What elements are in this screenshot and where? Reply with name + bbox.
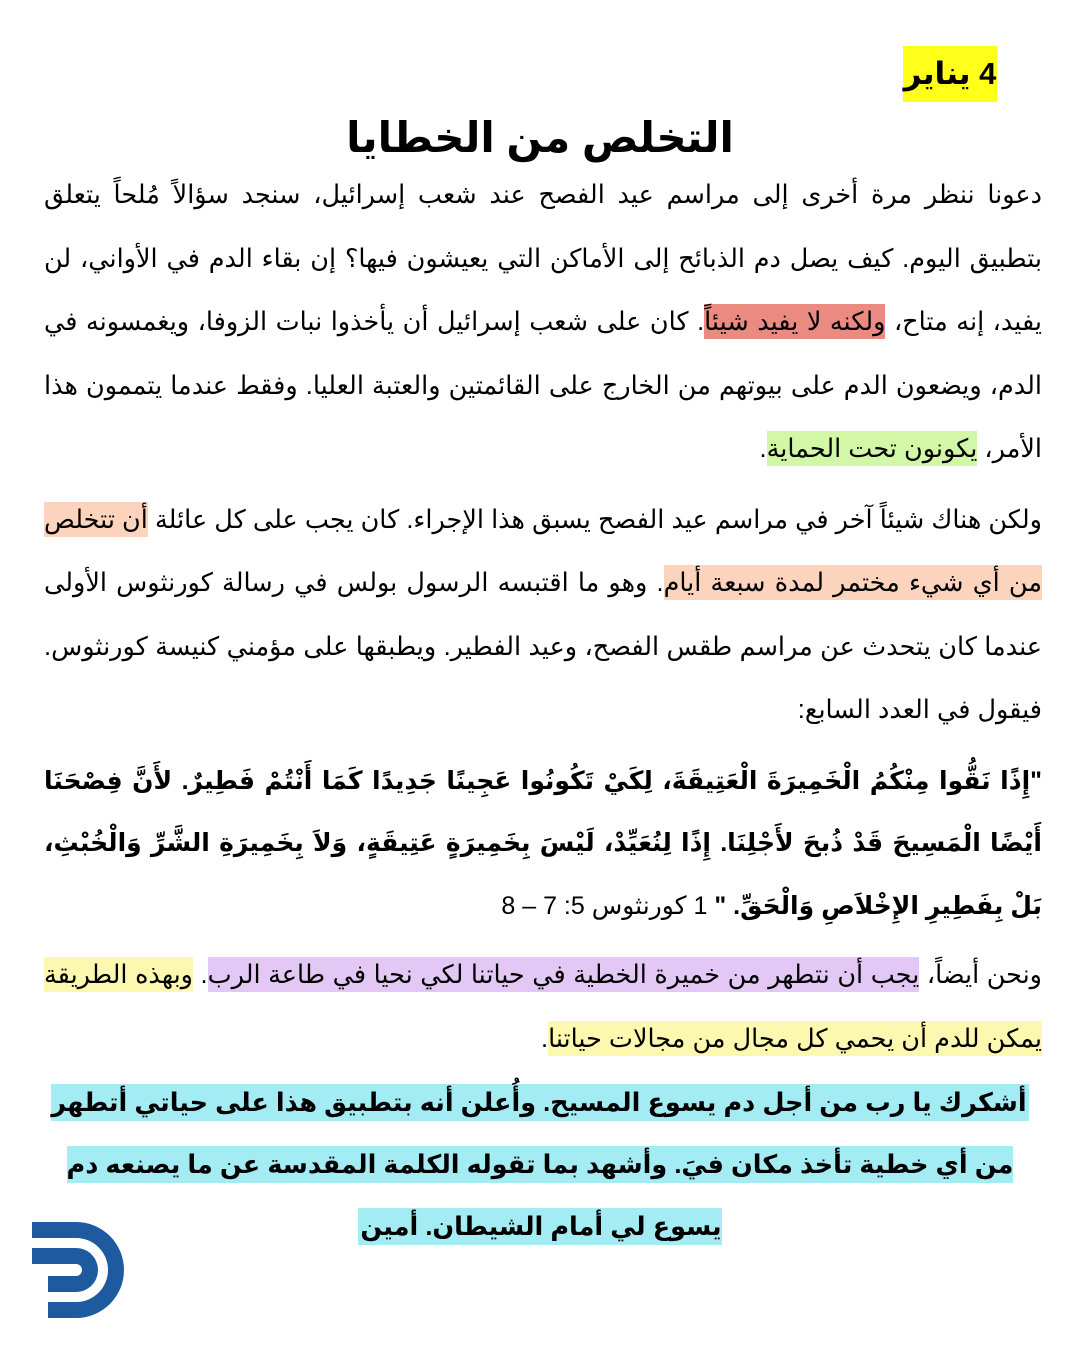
paragraph-1 — [44, 164, 1042, 482]
p1-highlight-green: يكونون تحت الحماية — [767, 431, 978, 466]
p3-highlight-purple: يجب أن نتطهر من خميرة الخطية في حياتنا لكي نحيا في طاعة الرب — [208, 957, 920, 992]
p1-highlight-red: ولكنه لا يفيد شيئاً — [704, 304, 885, 339]
page-title: التخلص من الخطايا — [346, 114, 734, 161]
p1-text-3: . — [759, 435, 767, 463]
p3-text-3: . — [540, 1024, 549, 1053]
p2-highlight-orange: أن تتخلص من أي شيء مختمر لمدة سبعة أيام — [44, 502, 1042, 601]
paragraph-3 — [44, 944, 1042, 1071]
quote-reference: 1 كورنثوس 5: 7 – 8 — [501, 891, 708, 920]
p2-text-1: ولكن هناك شيئاً آخر في مراسم عيد الفصح يسبق هذا الإجراء. كان يجب على كل عائلة — [147, 505, 1042, 534]
p1-text-2: . كان على شعب إسرائيل أن يأخذوا نبات الزوفا، ويغمسونه في الدم، ويضعون الدم على بيوتهم من الخارج على القائمتين والعتبة العليا. وفقط عندما يتممون هذا الأمر، — [44, 308, 1042, 463]
article-body — [44, 164, 1042, 1078]
date-text: 4 يناير — [903, 56, 997, 91]
p3-highlight-yellow: وبهذه الطريقة يمكن للدم أن يحمي كل مجال من مجالات حياتنا — [44, 957, 1042, 1056]
quote-text: "إِذًا نَقُّوا مِنْكُمُ الْخَمِيرَةَ الْعَتِيقَةَ، لِكَيْ تَكُونُوا عَجِينًا جَدِيدًا كَمَا أَنْتُمْ فَطِيرٌ. لأَنَّ فِصْحَنَا أَيْضًا الْمَسِيحَ قَدْ ذُبحَ لأَجْلِنَا. إِذًا لِنُعَيِّدْ، لَيْسَ بِخَمِيرَةٍ عَتِيقَةٍ، وَلاَ بِخَمِيرَةِ الشَّرِّ وَالْخُبْثِ، بَلْ بِفَطِيرِ الإِخْلاَصِ وَالْحَقِّ. " — [44, 766, 1042, 920]
p2-text-2: . وهو ما اقتبسه الرسول بولس في رسالة كورنثوس الأولى عندما كان يتحدث عن مراسم طقس الفصح، وعيد الفطير. ويطبقها على مؤمني كنيسة كورنثوس. فيقول في العدد السابع: — [44, 569, 1042, 724]
paragraph-2 — [44, 489, 1042, 743]
prayer-text: أشكرك يا رب من أجل دم يسوع المسيح. وأُعلن أنه بتطبيق هذا على حياتي أتطهر من أي خطية تأخذ مكان فيَ. وأشهد بما تقوله الكلمة المقدسة عن ما يصنعه دم يسوع لي أمام الشيطان. أمين — [51, 1084, 1028, 1245]
brand-d-logo-icon — [32, 1222, 126, 1318]
prayer-block — [40, 1072, 1040, 1258]
p3-text-2: . — [192, 961, 208, 989]
scripture-quote — [44, 750, 1042, 938]
date-badge — [903, 46, 997, 102]
p3-text-1: ونحن أيضاً، — [919, 961, 1042, 989]
p1-text-1: دعونا ننظر مرة أخرى إلى مراسم عيد الفصح عند شعب إسرائيل، سنجد سؤالاً مُلحاً يتعلق بتطبيق اليوم. كيف يصل دم الذبائح إلى الأماكن التي يعيشون فيها؟ إن بقاء الدم في الأواني، لن يفيد، إنه متاح، — [44, 181, 1042, 336]
